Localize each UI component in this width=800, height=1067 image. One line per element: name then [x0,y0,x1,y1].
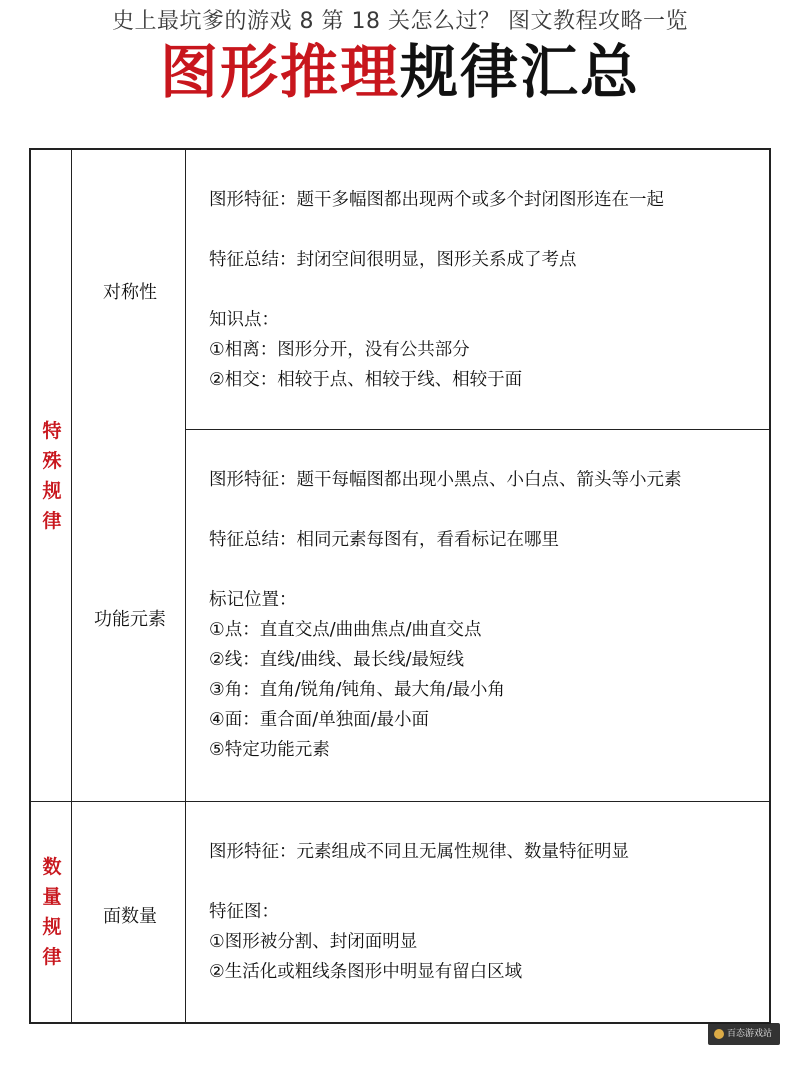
table-divider [185,429,769,430]
poster-title-black: 规律汇总 [400,38,641,106]
category-label: 面数量 [103,906,157,927]
row-content-function-elements [209,465,769,765]
list-item: ⑤特定功能元素 [209,740,330,760]
table-divider [31,801,769,802]
list-title: 特征图： [209,902,279,922]
list-item: ④面：重合面/单独面/最小面 [209,710,429,730]
summary-text: 特征总结：相同元素每图有，看看标记在哪里 [209,530,559,550]
summary-text: 特征总结：封闭空间很明显，图形关系成了考点 [209,250,577,270]
site-watermark: 百态游戏站 [708,1023,780,1045]
poster-title [0,36,800,108]
overlay-title: 史上最坑爹的游戏 8 第 18 关怎么过？ 图文教程攻略一览 [112,9,688,34]
list-item: ③角：直角/锐角/钝角、最大角/最小角 [209,680,505,700]
group-label-special: 特 殊 规 律 [42,420,62,532]
list-item: ②相交：相较于点、相较于线、相较于面 [209,370,523,390]
list-item: ①点：直直交点/曲曲焦点/曲直交点 [209,620,482,640]
list-title: 标记位置： [209,590,297,610]
list-title: 知识点： [209,310,279,330]
rules-table [29,148,771,1024]
feature-text: 图形特征：题干每幅图都出现小黑点、小白点、箭头等小元素 [209,470,682,490]
category-label: 对称性 [103,282,157,303]
row-content-face-count [209,837,769,987]
list-item: ②线：直线/曲线、最长线/最短线 [209,650,464,670]
row-content-symmetry [209,185,769,395]
feature-text: 图形特征：题干多幅图都出现两个或多个封闭图形连在一起 [209,190,664,210]
category-label: 功能元素 [94,609,166,630]
site-logo-icon [714,1029,724,1039]
list-item: ①相离：图形分开，没有公共部分 [209,340,470,360]
poster-title-red: 图形推理 [159,38,400,106]
list-item: ②生活化或粗线条图形中明显有留白区域 [209,962,523,982]
feature-text: 图形特征：元素组成不同且无属性规律、数量特征明显 [209,842,629,862]
list-item: ①图形被分割、封闭面明显 [209,932,418,952]
group-label-quantity: 数 量 规 律 [42,856,62,968]
